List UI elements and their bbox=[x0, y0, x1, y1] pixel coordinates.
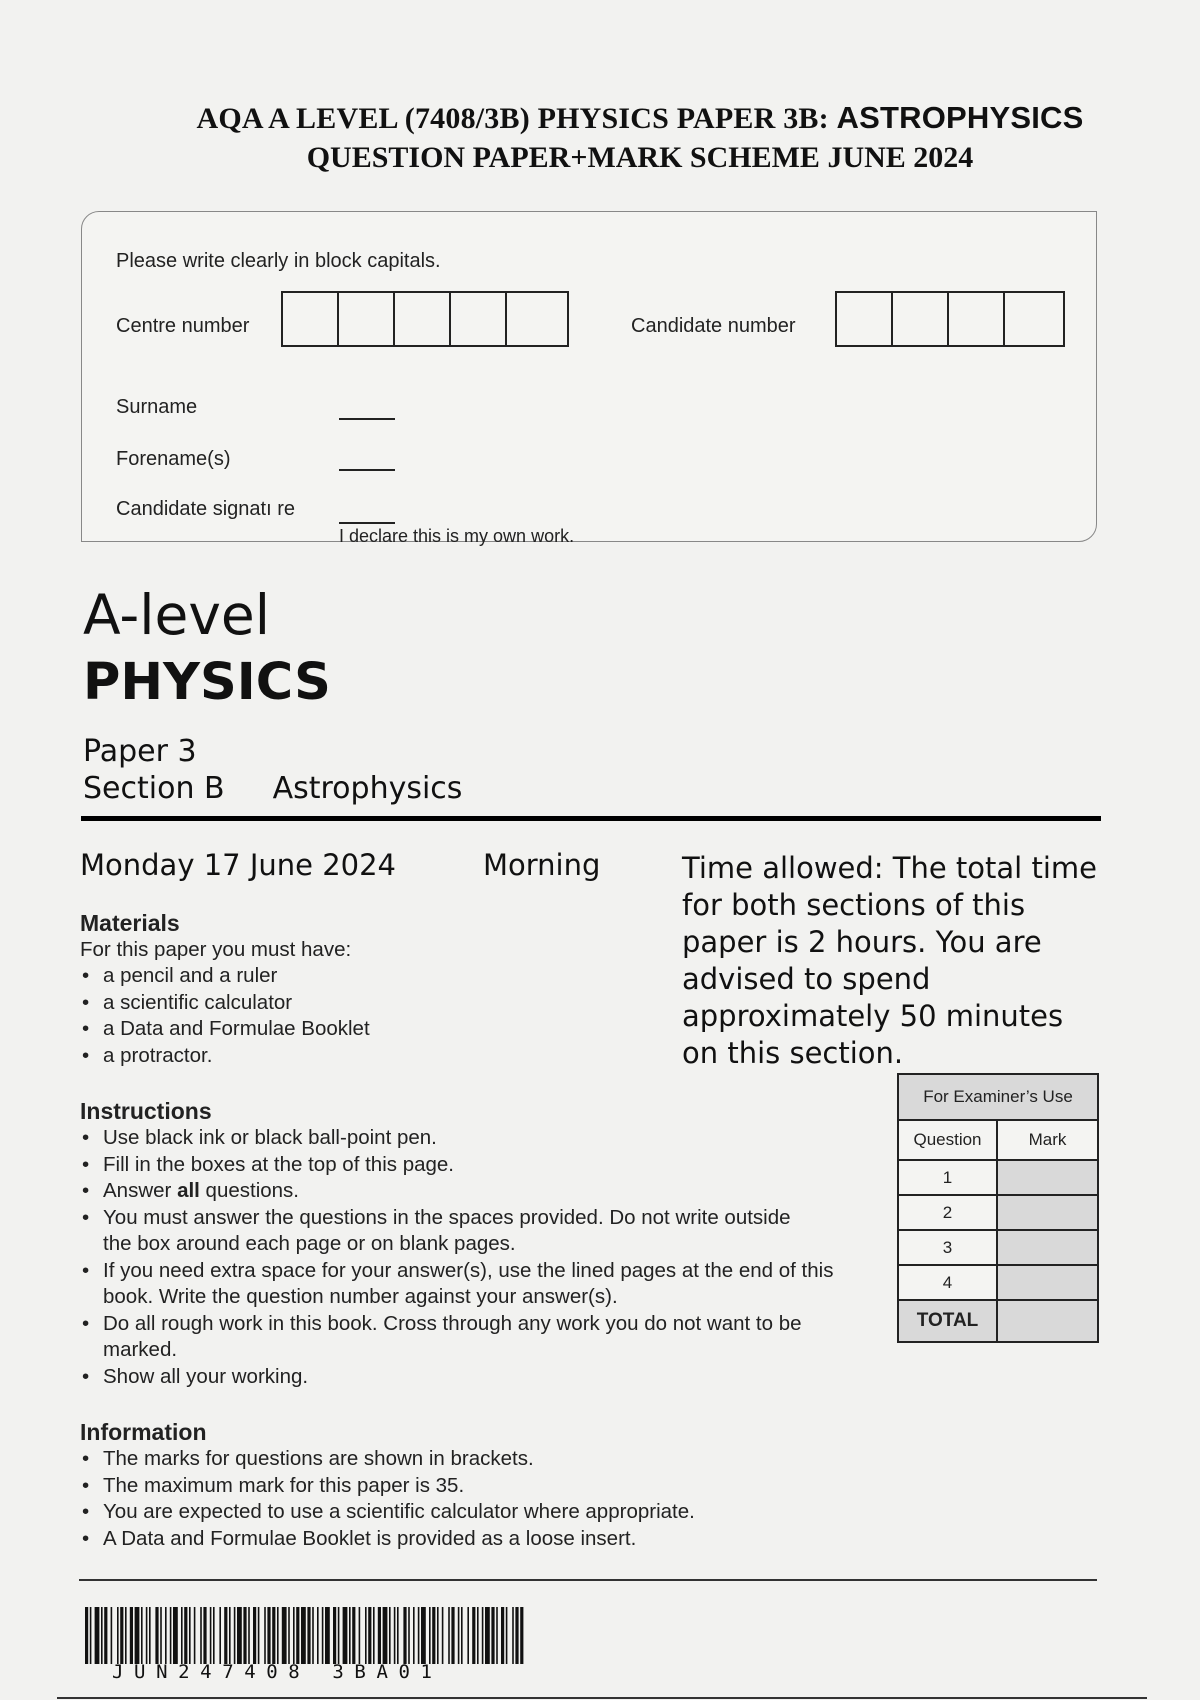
barcode-bar bbox=[111, 1607, 113, 1664]
centre-digit-box[interactable] bbox=[395, 293, 451, 345]
barcode-bar bbox=[288, 1607, 290, 1664]
materials-intro: For this paper you must have: bbox=[80, 938, 352, 961]
barcode-bar bbox=[485, 1607, 490, 1664]
barcode-bar bbox=[317, 1607, 319, 1664]
mark-cell bbox=[997, 1195, 1098, 1230]
declaration-text: I declare this is my own work. bbox=[339, 526, 575, 546]
barcode-bar bbox=[173, 1607, 178, 1664]
barcode-bar bbox=[408, 1607, 410, 1664]
barcode-bar bbox=[264, 1607, 266, 1664]
barcode-bar bbox=[229, 1607, 231, 1664]
barcode-bar bbox=[237, 1607, 242, 1664]
section-label: Section B bbox=[83, 771, 225, 806]
materials-heading: Materials bbox=[80, 910, 180, 936]
barcode-bar bbox=[421, 1607, 426, 1664]
candidate-number-boxes[interactable] bbox=[835, 291, 1065, 347]
answer-all-bold: all bbox=[177, 1179, 200, 1202]
barcode-bar bbox=[184, 1607, 187, 1664]
centre-digit-box[interactable] bbox=[283, 293, 339, 345]
candidate-digit-box[interactable] bbox=[1005, 293, 1061, 345]
barcode-bar bbox=[515, 1607, 518, 1664]
header-line2: QUESTION PAPER+MARK SCHEME JUNE 2024 bbox=[306, 141, 974, 174]
barcode-bar bbox=[491, 1607, 494, 1664]
paper-info bbox=[83, 733, 462, 807]
barcode-bar bbox=[461, 1607, 463, 1664]
barcode-bar bbox=[512, 1607, 514, 1664]
barcode-bar bbox=[248, 1607, 250, 1664]
information-section bbox=[80, 1419, 880, 1552]
barcode-bar bbox=[389, 1607, 391, 1664]
question-number: 2 bbox=[898, 1195, 997, 1230]
barcode-bar bbox=[296, 1607, 299, 1664]
barcode-bar bbox=[365, 1607, 367, 1664]
footer-divider bbox=[79, 1579, 1097, 1581]
list-item: • If you need extra space for your answer(s), use the lined pages at the end of this book. Write the question number against your answer(s). bbox=[80, 1258, 860, 1311]
barcode-bar bbox=[322, 1607, 324, 1664]
barcode-bar bbox=[189, 1607, 191, 1664]
barcode-bar bbox=[253, 1607, 256, 1664]
candidate-digit-box[interactable] bbox=[837, 293, 893, 345]
time-allowed: Time allowed: The total time for both sections of this paper is 2 hours. You are advised to spend approximately 50 minutes on this section. bbox=[682, 851, 1097, 1070]
barcode-text: JUN247408 3BA01 bbox=[112, 1661, 443, 1683]
barcode-bar bbox=[117, 1607, 119, 1664]
centre-digit-box[interactable] bbox=[507, 293, 563, 345]
barcode-bar bbox=[442, 1607, 444, 1664]
barcode-bar bbox=[258, 1607, 260, 1664]
barcode-bar bbox=[243, 1607, 246, 1664]
signature-field[interactable] bbox=[339, 522, 395, 524]
document-header bbox=[0, 98, 1200, 177]
barcode-bar bbox=[272, 1607, 275, 1664]
barcode-bar bbox=[200, 1607, 202, 1664]
question-number: 4 bbox=[898, 1265, 997, 1300]
barcode-bar bbox=[125, 1607, 127, 1664]
barcode-bar bbox=[482, 1607, 484, 1664]
list-item: • a pencil and a ruler bbox=[80, 963, 560, 990]
mark-cell bbox=[997, 1265, 1098, 1300]
total-label: TOTAL bbox=[898, 1300, 997, 1342]
examiner-table-title: For Examiner’s Use bbox=[898, 1074, 1098, 1120]
centre-number-boxes[interactable] bbox=[281, 291, 569, 347]
barcode-bar bbox=[520, 1607, 523, 1664]
barcode-bar bbox=[378, 1607, 381, 1664]
barcode-bar bbox=[301, 1607, 306, 1664]
question-column-header: Question bbox=[898, 1120, 997, 1160]
barcode-bar bbox=[403, 1607, 406, 1664]
barcode-bar bbox=[451, 1607, 454, 1664]
barcode-bar bbox=[101, 1607, 103, 1664]
barcode-bar bbox=[325, 1607, 330, 1664]
forename-label: Forename(s) bbox=[116, 448, 231, 470]
barcode-bar bbox=[165, 1607, 167, 1664]
mark-cell bbox=[997, 1230, 1098, 1265]
centre-digit-box[interactable] bbox=[339, 293, 395, 345]
list-item: • a scientific calculator bbox=[80, 990, 560, 1017]
information-list bbox=[80, 1446, 880, 1552]
subject-title: PHYSICS bbox=[83, 653, 331, 712]
barcode-bar bbox=[149, 1607, 151, 1664]
barcode-bar bbox=[146, 1607, 148, 1664]
barcode-bar bbox=[343, 1607, 348, 1664]
surname-label: Surname bbox=[116, 396, 198, 418]
instructions-section bbox=[80, 1098, 860, 1390]
mark-column-header: Mark bbox=[997, 1120, 1098, 1160]
barcode-bar bbox=[219, 1607, 221, 1664]
signature-label: Candidate signatı re bbox=[116, 498, 296, 520]
barcode-bar bbox=[104, 1607, 107, 1664]
instructions-heading: Instructions bbox=[80, 1098, 212, 1124]
header-line1: AQA A LEVEL (7408/3B) PHYSICS PAPER 3B: bbox=[196, 102, 837, 135]
table-row bbox=[898, 1230, 1098, 1265]
barcode-bar bbox=[155, 1607, 158, 1664]
barcode-bar bbox=[90, 1607, 92, 1664]
list-item: • Show all your working. bbox=[80, 1364, 860, 1391]
candidate-number-label: Candidate number bbox=[631, 315, 796, 337]
barcode-bar bbox=[506, 1607, 508, 1664]
barcode-bar bbox=[181, 1607, 183, 1664]
table-row bbox=[898, 1160, 1098, 1195]
total-row bbox=[898, 1300, 1098, 1342]
barcode-bar bbox=[307, 1607, 310, 1664]
barcode-bar bbox=[282, 1607, 287, 1664]
barcode-bar bbox=[95, 1607, 100, 1664]
barcode-bar bbox=[472, 1607, 475, 1664]
barcode-bar bbox=[312, 1607, 314, 1664]
mark-cell bbox=[997, 1160, 1098, 1195]
list-item: • Use black ink or black ball-point pen. bbox=[80, 1125, 860, 1152]
barcode-bar bbox=[338, 1607, 340, 1664]
list-item: • You must answer the questions in the spaces provided. Do not write outside the box around each page or on blank pages. bbox=[80, 1205, 793, 1258]
candidate-digit-box[interactable] bbox=[893, 293, 949, 345]
table-row bbox=[898, 1195, 1098, 1230]
barcode-bar bbox=[85, 1607, 88, 1664]
question-number: 3 bbox=[898, 1230, 997, 1265]
barcode-bar bbox=[234, 1607, 236, 1664]
examiner-use-table bbox=[897, 1073, 1099, 1343]
barcode-bar bbox=[135, 1607, 140, 1664]
question-number: 1 bbox=[898, 1160, 997, 1195]
list-item: • a protractor. bbox=[80, 1043, 560, 1070]
list-item: • Fill in the boxes at the top of this page. bbox=[80, 1152, 860, 1179]
barcode-bar bbox=[224, 1607, 227, 1664]
barcode-bar bbox=[267, 1607, 270, 1664]
barcode-bar bbox=[397, 1607, 399, 1664]
barcode-bar bbox=[496, 1607, 498, 1664]
barcode-bar bbox=[448, 1607, 450, 1664]
barcode-bar bbox=[277, 1607, 279, 1664]
barcode-bar bbox=[160, 1607, 162, 1664]
header-line1-bold: ASTROPHYSICS bbox=[836, 100, 1084, 135]
barcode-bar bbox=[458, 1607, 460, 1664]
surname-field[interactable] bbox=[339, 418, 395, 420]
title-divider bbox=[81, 816, 1101, 821]
materials-section bbox=[80, 910, 560, 1069]
barcode-bar bbox=[333, 1607, 336, 1664]
barcode-bar bbox=[413, 1607, 415, 1664]
exam-session: Morning bbox=[483, 848, 601, 882]
list-item: • Do all rough work in this book. Cross through any work you do not want to be marked. bbox=[80, 1311, 823, 1364]
instructions-list bbox=[80, 1125, 860, 1390]
table-row bbox=[898, 1265, 1098, 1300]
total-mark-cell bbox=[997, 1300, 1098, 1342]
barcode-bar bbox=[477, 1607, 479, 1664]
barcode-bar bbox=[418, 1607, 420, 1664]
list-item: • The marks for questions are shown in brackets. bbox=[80, 1446, 880, 1473]
list-item: • a Data and Formulae Booklet bbox=[80, 1016, 560, 1043]
qualification-level: A-level bbox=[83, 583, 271, 647]
list-item: • The maximum mark for this paper is 35. bbox=[80, 1473, 880, 1500]
section-topic: Astrophysics bbox=[272, 771, 463, 806]
barcode-bar bbox=[368, 1607, 371, 1664]
list-item: • Answer all questions. bbox=[80, 1178, 860, 1205]
barcode-bar bbox=[120, 1607, 123, 1664]
barcode-bar bbox=[194, 1607, 196, 1664]
barcode-bar bbox=[130, 1607, 133, 1664]
barcode-bar bbox=[210, 1607, 212, 1664]
barcode-bar bbox=[203, 1607, 206, 1664]
barcode-bar bbox=[213, 1607, 215, 1664]
barcode-bar bbox=[349, 1607, 351, 1664]
list-item: • You are expected to use a scientific calculator where appropriate. bbox=[80, 1499, 880, 1526]
barcode-bar bbox=[383, 1607, 388, 1664]
centre-number-label: Centre number bbox=[116, 315, 250, 337]
barcode-bar bbox=[170, 1607, 172, 1664]
page-bottom-line bbox=[57, 1697, 1147, 1699]
barcode-bar bbox=[501, 1607, 504, 1664]
information-heading: Information bbox=[80, 1419, 207, 1445]
barcode bbox=[85, 1607, 525, 1664]
centre-digit-box[interactable] bbox=[451, 293, 507, 345]
materials-list bbox=[80, 963, 560, 1069]
list-item: • A Data and Formulae Booklet is provided as a loose insert. bbox=[80, 1526, 880, 1553]
barcode-bar bbox=[141, 1607, 143, 1664]
barcode-bar bbox=[293, 1607, 295, 1664]
barcode-bar bbox=[352, 1607, 355, 1664]
barcode-bar bbox=[429, 1607, 431, 1664]
barcode-bar bbox=[467, 1607, 469, 1664]
barcode-bar bbox=[394, 1607, 396, 1664]
forename-field[interactable] bbox=[339, 469, 395, 471]
block-capitals-instruction: Please write clearly in block capitals. bbox=[116, 250, 441, 272]
barcode-bar bbox=[359, 1607, 361, 1664]
barcode-bar bbox=[432, 1607, 435, 1664]
barcode-bar bbox=[437, 1607, 439, 1664]
exam-date: Monday 17 June 2024 bbox=[80, 848, 396, 882]
candidate-digit-box[interactable] bbox=[949, 293, 1005, 345]
barcode-bar bbox=[373, 1607, 375, 1664]
paper-number: Paper 3 bbox=[83, 734, 197, 769]
